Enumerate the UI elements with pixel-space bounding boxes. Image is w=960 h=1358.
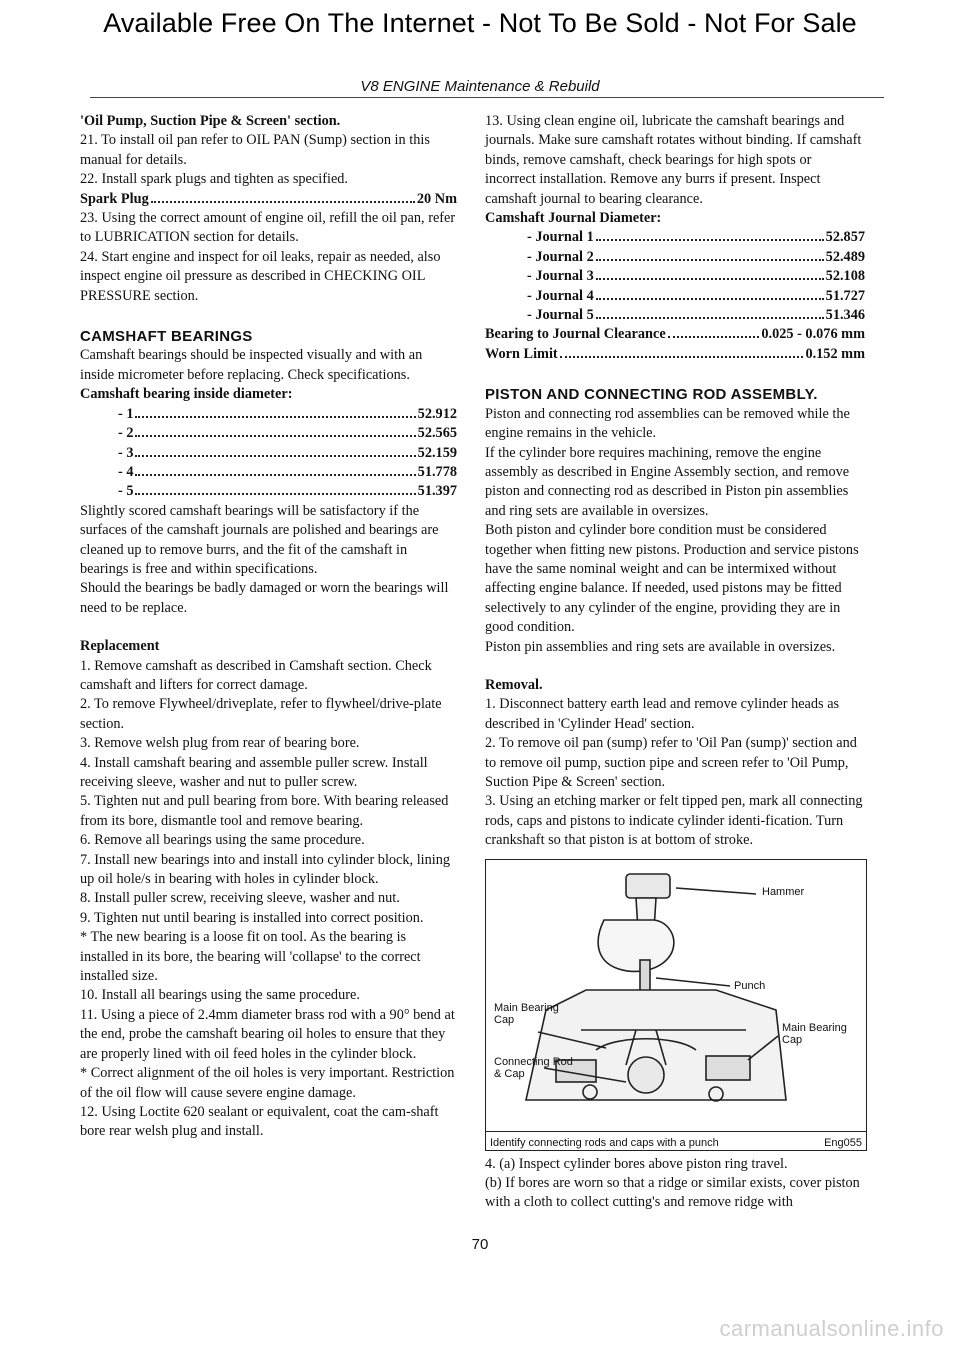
spec-value: 51.778 xyxy=(417,463,457,480)
step: 1. Disconnect battery earth lead and remove cylinder heads as described in 'Cylinder Head' section. xyxy=(485,696,840,732)
paragraph: Slightly scored camshaft bearings will be satisfactory if the surfaces of the camshaft journals are polished and bearings are cleaned up to remove burrs, and the fit of the camshaft in bearings is free and within specifications. xyxy=(80,502,439,577)
spec-row-bearing xyxy=(80,482,457,501)
step-note: * Correct alignment of the oil holes is very important. Restriction of the oil flow will cause severe engine damage. xyxy=(80,1065,455,1101)
step: 10. Install all bearings using the same procedure. xyxy=(80,987,360,1004)
spec-label: Bearing to Journal Clearance xyxy=(485,326,666,343)
step: 4. (a) Inspect cylinder bores above piston ring travel. xyxy=(485,1155,788,1172)
paragraph: 22. Install spark plugs and tighten as specified. xyxy=(80,171,349,188)
paragraph: Camshaft bearings should be inspected visually and with an inside micrometer before replacing. Check specifications. xyxy=(80,347,423,383)
leader-dots xyxy=(135,493,415,495)
paragraph: 'Oil Pump, Suction Pipe & Screen' section. xyxy=(80,113,341,129)
leader-dots xyxy=(560,356,804,358)
spec-label: Worn Limit xyxy=(485,345,558,362)
running-head: V8 ENGINE Maintenance & Rebuild xyxy=(360,78,600,95)
spec-row-spark-plug xyxy=(80,190,457,209)
spec-label: Spark Plug xyxy=(80,190,149,207)
spec-row-journal xyxy=(485,287,865,306)
spec-label: - 2 xyxy=(118,425,134,442)
engine-diagram xyxy=(486,860,866,1132)
section-heading-removal: Removal. xyxy=(485,676,543,693)
spec-row-bearing xyxy=(80,463,457,482)
header-rule xyxy=(90,97,884,98)
label-hammer: Hammer xyxy=(762,885,805,898)
section-heading-piston-conrod: PISTON AND CONNECTING ROD ASSEMBLY. xyxy=(485,386,818,404)
step: 5. Tighten nut and pull bearing from bore. With bearing released from its bore, dismantle tool and remove bearing. xyxy=(80,793,449,829)
spec-title: Camshaft Journal Diameter: xyxy=(485,210,662,227)
label-punch: Punch xyxy=(734,979,766,992)
step: 2. To remove Flywheel/driveplate, refer to flywheel/drive-plate section. xyxy=(80,696,442,732)
paragraph: 13. Using clean engine oil, lubricate the camshaft bearings and journals. Make sure camshaft rotates without binding. If camshaft binds, remove camshaft, check bearings for high spots or incorrect installation. Remove any burrs if present. Inspect camshaft journal to bearing clearance. xyxy=(485,113,862,207)
paragraph: 23. Using the correct amount of engine oil, refill the oil pan, refer to LUBRICATION section for details. xyxy=(80,210,456,246)
leader-dots xyxy=(668,336,760,338)
caption-text: Identify connecting rods and caps with a punch xyxy=(490,1136,719,1149)
paragraph: 21. To install oil pan refer to OIL PAN (Sump) section in this manual for details. xyxy=(80,132,430,168)
paragraph: If the cylinder bore requires machining, remove the engine assembly as described in Engine Assembly section, and remove piston and connecting rod as described in Piston pin assemblies and ring sets are available in oversizes. xyxy=(485,444,850,519)
leader-dots xyxy=(596,298,824,300)
spec-row-journal xyxy=(485,248,865,267)
step: 3. Using an etching marker or felt tipped pen, mark all connecting rods, caps and pistons to indicate cylinder identi-fication. Turn crankshaft so that piston is at bottom of stroke. xyxy=(485,793,863,849)
step: 3. Remove welsh plug from rear of bearing bore. xyxy=(80,735,360,752)
figure-punch-marking xyxy=(485,859,867,1151)
spec-row-bearing xyxy=(80,444,457,463)
spec-label: - Journal 5 xyxy=(527,307,594,324)
label-connecting-rod: Connecting Rod & Cap xyxy=(494,1055,573,1080)
spec-value: 52.108 xyxy=(825,268,865,285)
spec-value: 51.397 xyxy=(417,483,457,500)
leader-dots xyxy=(135,474,415,476)
spec-value: 0.025 - 0.076 mm xyxy=(761,326,865,343)
paragraph: Piston pin assemblies and ring sets are available in oversizes. xyxy=(485,638,836,655)
spec-label: - 1 xyxy=(118,405,134,422)
spec-row-journal xyxy=(485,228,865,247)
spec-row-journal xyxy=(485,306,865,325)
leader-dots xyxy=(596,317,824,319)
leader-dots xyxy=(135,435,415,437)
paragraph: 24. Start engine and inspect for oil leaks, repair as needed, also inspect engine oil pressure as described in CHECKING OIL PRESSURE section. xyxy=(80,248,441,304)
spec-title: Camshaft bearing inside diameter: xyxy=(80,386,293,403)
spec-row-bearing xyxy=(80,424,457,443)
step: 9. Tighten nut until bearing is installed into correct position. xyxy=(80,909,424,926)
step: 8. Install puller screw, receiving sleeve, washer and nut. xyxy=(80,890,400,907)
spec-row-bearing xyxy=(80,405,457,424)
spec-label: - 5 xyxy=(118,483,134,500)
step: 6. Remove all bearings using the same procedure. xyxy=(80,832,365,849)
spec-label: - 4 xyxy=(118,463,134,480)
page-number: 70 xyxy=(471,1236,489,1253)
right-column xyxy=(485,112,865,1213)
spec-label: - 3 xyxy=(118,444,134,461)
spec-value: 52.857 xyxy=(825,229,865,246)
step: 7. Install new bearings into and install into cylinder block, lining up oil hole/s in bearing with holes in cylinder block. xyxy=(80,851,451,888)
paragraph: Piston and connecting rod assemblies can be removed while the engine remains in the vehicle. xyxy=(485,405,850,442)
step-note: * The new bearing is a loose fit on tool. As the bearing is installed in its bore, the bearing will 'collapse' to the correct installed size. xyxy=(80,929,421,985)
section-heading-replacement: Replacement xyxy=(80,638,160,655)
source-footer: carmanualsonline.info xyxy=(719,1316,944,1341)
section-heading-camshaft-bearings: CAMSHAFT BEARINGS xyxy=(80,328,253,346)
spec-label: - Journal 3 xyxy=(527,268,594,285)
spec-label: - Journal 1 xyxy=(527,229,594,246)
spec-value: 51.727 xyxy=(825,287,865,304)
spec-label: - Journal 2 xyxy=(527,248,594,265)
leader-dots xyxy=(596,259,824,261)
watermark-banner: Available Free On The Internet - Not To Be Sold - Not For Sale xyxy=(103,8,857,38)
paragraph: Should the bearings be badly damaged or worn the bearings will need to be replace. xyxy=(80,580,449,616)
step: 2. To remove oil pan (sump) refer to 'Oil Pan (sump)' section and to remove oil pump, suction pipe and screen refer to 'Oil Pump, Suction Pipe & Screen' section. xyxy=(485,735,857,790)
spec-label: - Journal 4 xyxy=(527,287,594,304)
spec-value: 52.565 xyxy=(417,425,457,442)
hammer-head xyxy=(626,874,670,898)
leader-dots xyxy=(135,416,415,418)
step: 11. Using a piece of 2.4mm diameter brass rod with a 90° bend at the end, probe the camshaft bearing oil holes to ensure that they are properly lined with oil feed holes in the cylinder block. xyxy=(80,1006,455,1062)
spec-value: 51.346 xyxy=(825,307,865,324)
leader-dots xyxy=(596,278,824,280)
paragraph: Both piston and cylinder bore condition must be considered together when fitting new pistons. Production and service pistons have the same nominal weight and can be intermixed without affecting engine balance. If needed, used pistons may be fitted selectively to any cylinder of the engine, providing they are in good condition. xyxy=(485,522,859,636)
spec-value: 20 Nm xyxy=(416,190,457,207)
figure-code: Eng055 xyxy=(824,1136,862,1149)
spec-row-journal xyxy=(485,267,865,286)
leader-dots xyxy=(596,239,824,241)
label-main-bearing-cap-right: Main Bearing Cap xyxy=(782,1021,847,1046)
leader-dots xyxy=(151,201,415,203)
spec-value: 52.489 xyxy=(825,248,865,265)
spec-value: 0.152 mm xyxy=(805,345,865,362)
spec-row-wear-limit xyxy=(485,345,865,364)
step: 12. Using Loctite 620 sealant or equivalent, coat the cam-shaft bore rear welsh plug and install. xyxy=(80,1103,439,1140)
step: 1. Remove camshaft as described in Camshaft section. Check camshaft and lifters for correct damage. xyxy=(80,657,432,693)
spec-value: 52.159 xyxy=(417,444,457,461)
left-column xyxy=(80,112,457,1142)
step: 4. Install camshaft bearing and assemble puller screw. Install receiving sleeve, washer and nut to puller screw. xyxy=(80,754,428,790)
step: (b) If bores are worn so that a ridge or similar exists, cover piston with a cloth to collect cutting's and remove ridge with xyxy=(485,1175,860,1211)
spec-value: 52.912 xyxy=(417,405,457,422)
spec-row-clearance xyxy=(485,325,865,344)
leader-dots xyxy=(135,455,415,457)
figure-caption xyxy=(486,1131,866,1150)
label-main-bearing-cap-left: Main Bearing Cap xyxy=(494,1001,559,1026)
